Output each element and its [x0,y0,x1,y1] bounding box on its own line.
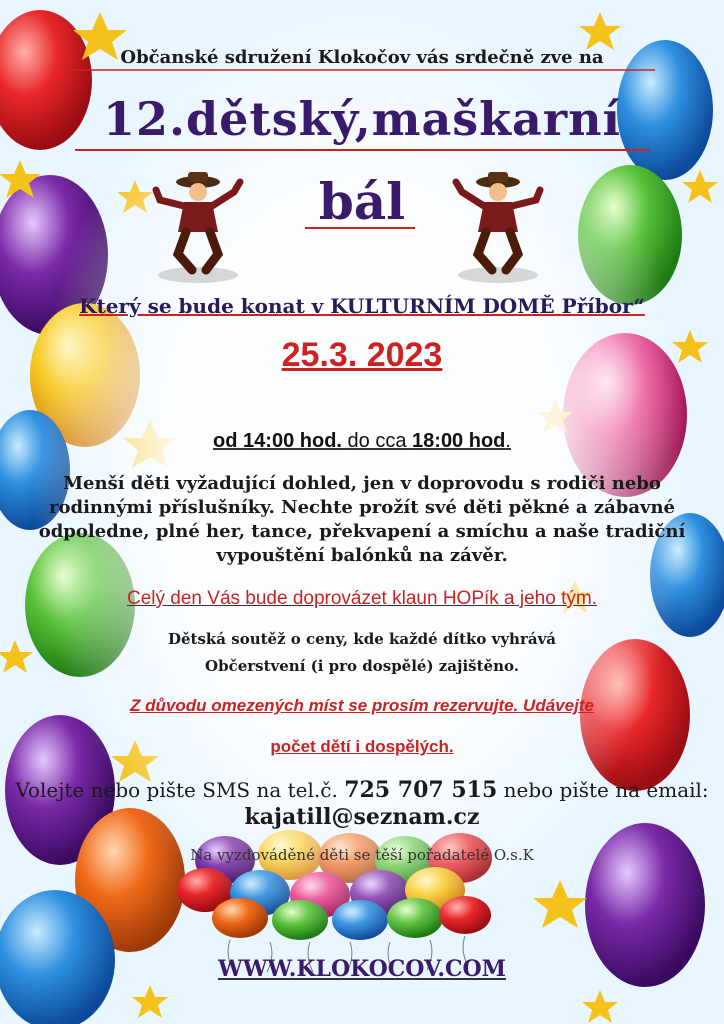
reservation-text-line2: počet dětí i dospělých. [270,737,454,756]
contact-line [0,777,724,803]
event-title-line2: bál [318,172,406,231]
paragraph-line: rodinnými příslušníky. Nechte prožít své děti pěkné a zábavné [49,497,675,518]
clown-text: Celý den Vás bude doprovázet klaun HOPík a jeho tým. [127,588,597,609]
time-mid: do cca [347,430,407,452]
reservation-text: Z důvodu omezených míst se prosím rezervujte. Udávejte [130,696,594,715]
contact-tail: nebo pište na email: [503,778,709,802]
contact-lead: Volejte nebo pište SMS na tel.č. [15,778,338,802]
phone-number[interactable]: 725 707 515 [344,777,498,803]
intro-text: Občanské sdružení Klokočov vás srdečně zve na [120,47,604,68]
paragraph-line: odpoledne, plné her, tance, překvapení a smíchu a naše tradiční [38,521,686,542]
time-start: 14:00 hod. [243,430,342,452]
closing-text: Na vyzdováděné děti se těší pořadatelé O.s.K [190,846,534,864]
website-link[interactable]: WWW.KLOKOCOV.COM [218,956,506,982]
venue-text: Který se bude konat v KULTURNÍM DOMĚ Příbor“ [79,294,645,318]
paragraph-line: vypouštění balónků na závěr. [216,545,508,566]
info-paragraph [0,472,724,568]
event-date: 25.3. 2023 [281,336,443,374]
contest-text: Dětská soutěž o ceny, kde každé dítko vyhrává [167,630,557,648]
time-end: 18:00 hod [412,430,506,452]
refreshments-text: Občerstvení (i pro dospělé) zajištěno. [205,657,519,675]
time-prefix: od [213,430,238,452]
email-address[interactable]: kajatill@seznam.cz [244,804,480,830]
paragraph-line: Menší děti vyžadující dohled, jen v doprovodu s rodiči nebo [63,473,661,494]
event-title: 12.dětský,maškarní [102,92,622,146]
time-suffix: . [505,430,511,452]
event-time [0,430,724,453]
